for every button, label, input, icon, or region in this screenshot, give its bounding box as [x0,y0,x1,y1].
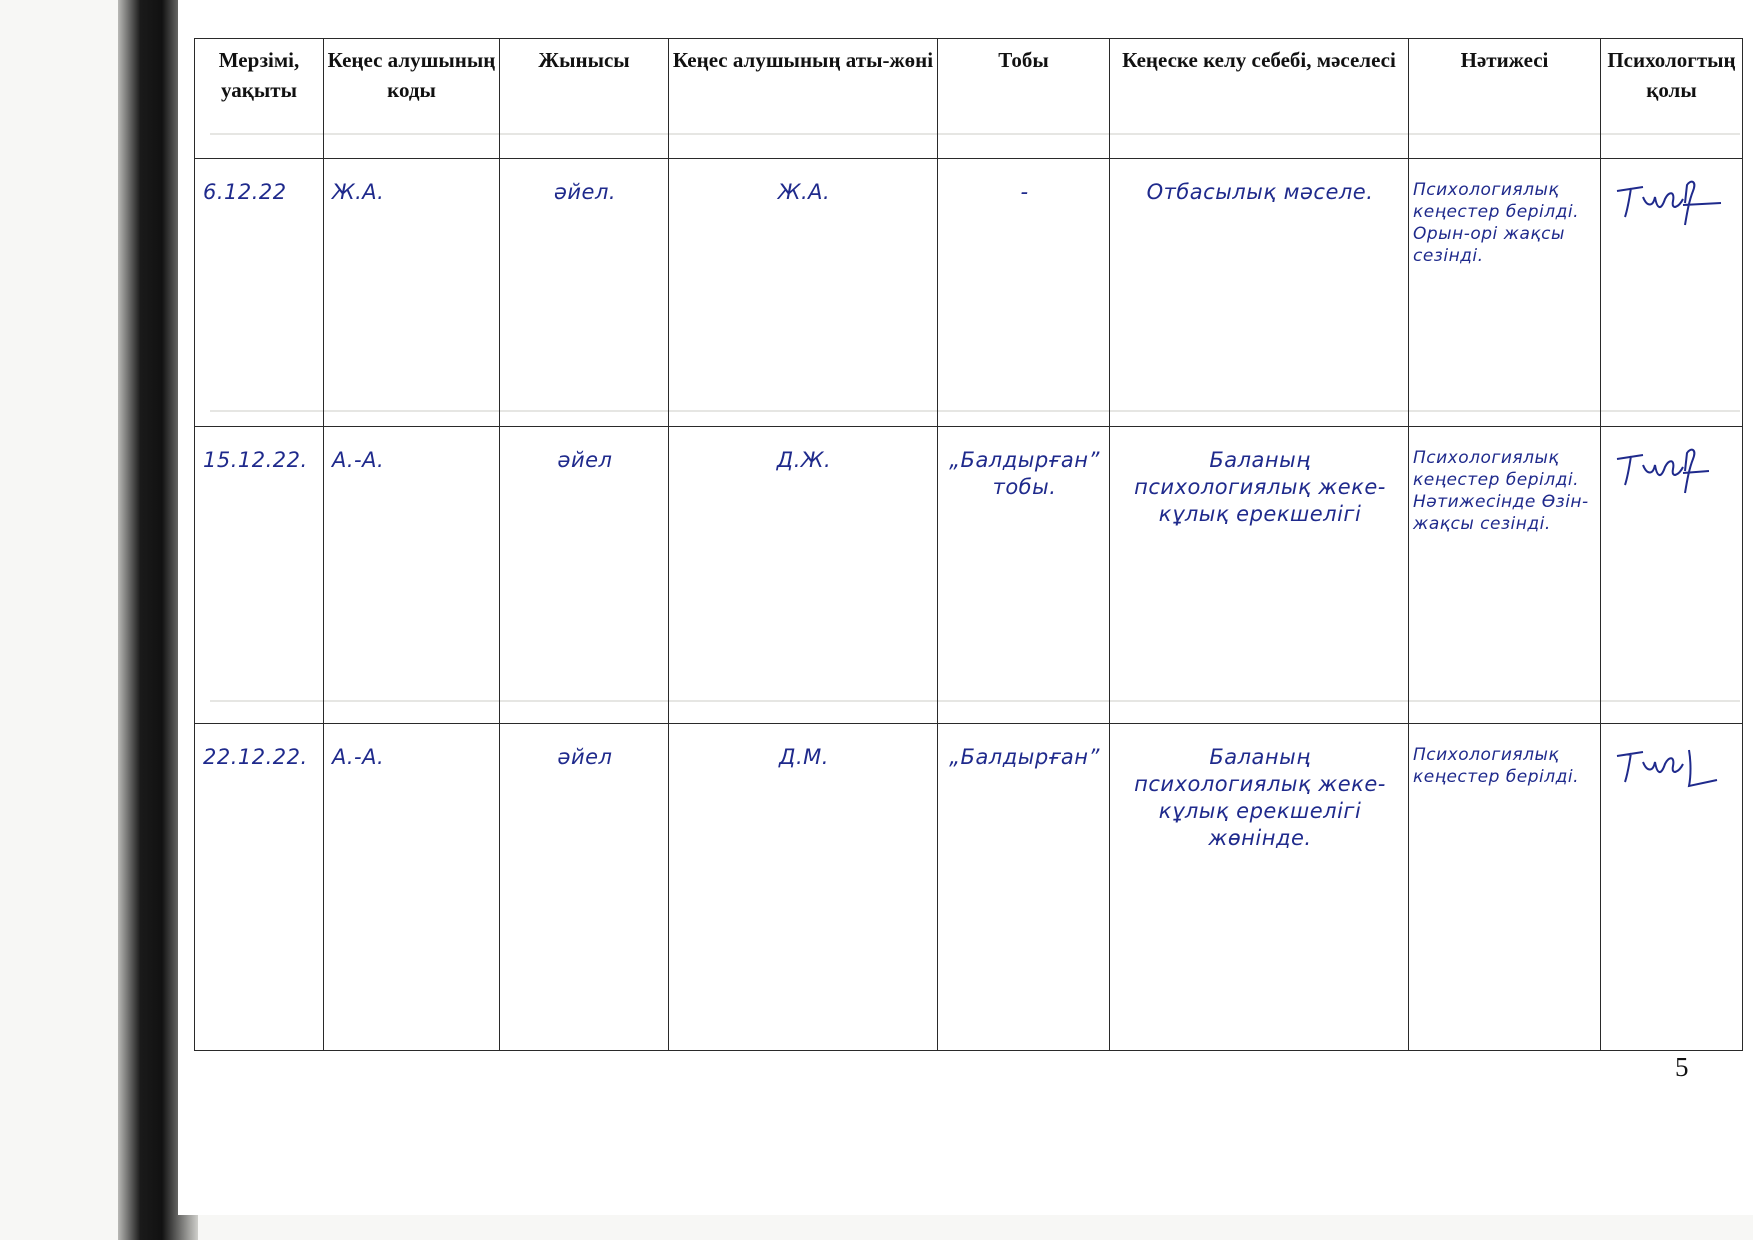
page-number: 5 [1675,1052,1689,1082]
result-text: Психологиялық кеңестер берілді. [1413,745,1580,787]
table-row [195,159,1743,427]
date-text: 22.12.22. [203,745,308,769]
signature [1601,159,1742,232]
code-cell [324,427,500,724]
name-cell [669,427,938,724]
name-cell [669,159,938,427]
header-group: Тобы [938,39,1110,159]
header-date: Мерзімі, уақыты [195,39,324,159]
table-row [195,724,1743,1051]
code-cell [324,159,500,427]
reason-text: Баланың психологиялық жеке-кұлық ерекшелігі [1134,448,1386,526]
group-cell [938,724,1110,1051]
header-reason: Кеңеске келу себебі, мәселесі [1110,39,1409,159]
reason-cell [1110,724,1409,1051]
gender-text: әйел [557,745,613,769]
group-text: - [1020,180,1029,204]
signature [1601,427,1742,500]
gender-cell [500,427,669,724]
table-row [195,427,1743,724]
code-text: А.-А. [332,745,385,769]
gender-text: әйел. [553,180,617,204]
signature-cell [1601,724,1743,1051]
gender-cell [500,159,669,427]
date-cell [195,159,324,427]
result-text: Психологиялық кеңестер берілді. Орын-орі жақсы сезінді. [1413,180,1580,266]
result-cell [1409,427,1601,724]
date-cell [195,427,324,724]
result-cell [1409,724,1601,1051]
gender-text: әйел [557,448,613,472]
header-gender: Жынысы [500,39,669,159]
group-cell [938,159,1110,427]
header-psychologist-signature: Психологтың қолы [1601,39,1743,159]
name-text: Д.М. [779,745,829,769]
reason-text: Отбасылық мәселе. [1146,180,1374,204]
group-cell [938,427,1110,724]
signature [1601,724,1742,797]
code-text: Ж.А. [332,180,385,204]
result-cell [1409,159,1601,427]
signature-cell [1601,427,1743,724]
date-text: 15.12.22. [203,448,308,472]
signature-cell [1601,159,1743,427]
header-result: Нәтижесі [1409,39,1601,159]
consultation-log-table [194,38,1743,1051]
name-text: Ж.А. [777,180,831,204]
gender-cell [500,724,669,1051]
reason-text: Баланың психологиялық жеке-кұлық ерекшелігі жөнінде. [1134,745,1386,850]
code-cell [324,724,500,1051]
date-cell [195,724,324,1051]
name-text: Д.Ж. [776,448,832,472]
reason-cell [1110,427,1409,724]
code-text: А.-А. [332,448,385,472]
header-client-name: Кеңес алушының аты-жөні [669,39,938,159]
date-text: 6.12.22 [203,180,287,204]
name-cell [669,724,938,1051]
header-row [195,39,1743,159]
reason-cell [1110,159,1409,427]
header-client-code: Кеңес алушының коды [324,39,500,159]
group-text: „Балдырған” [949,745,1100,769]
result-text: Психологиялық кеңестер берілді. Нәтижесінде Өзін-жақсы сезінді. [1413,448,1589,534]
group-text: „Балдырған” тобы. [949,448,1100,499]
